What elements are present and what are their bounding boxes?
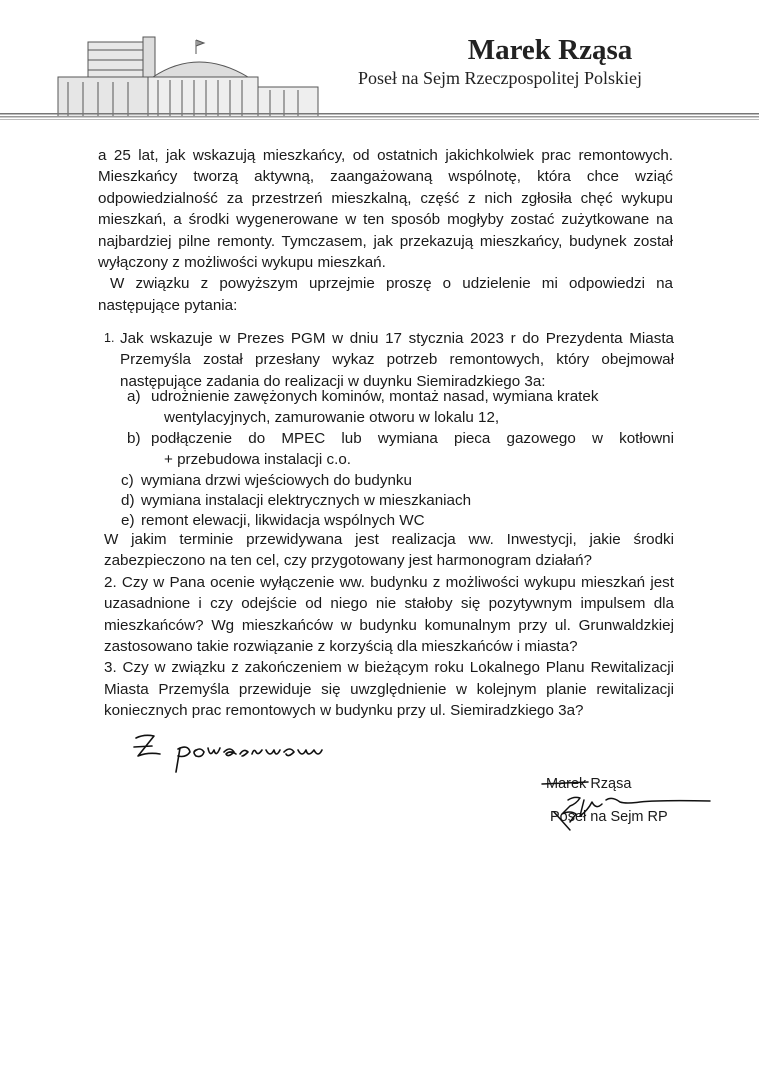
signature-block: [540, 770, 720, 840]
author-name: Marek Rząsa: [467, 34, 633, 66]
question-1-followup: W jakim terminie przewidywana jest realizacja ww. Inwestycji, jakie środki zabezpieczono na ten cel, czy przygotowany jest harmonogram działań?: [104, 531, 674, 570]
question-3: 3. Czy w związku z zakończeniem w bieżącym roku Lokalnego Planu Rewitalizacji Miasta Przemyśla przewiduje się uwzględnienie w kolejnym planie rewitalizacji koniecznych prac remontowych w budynku przy ul. Siemiradzkiego 3a?: [104, 659, 674, 720]
list-item-b-letter: b): [127, 430, 141, 447]
list-item-b-line2: + przebudowa instalacji c.o.: [164, 451, 351, 468]
author-title: Poseł na Sejm Rzeczpospolitej Polskiej: [358, 68, 642, 88]
list-item-d-letter: d): [121, 492, 135, 509]
letter-body: [98, 145, 673, 316]
handwritten-closing: [130, 728, 350, 783]
list-item-e-letter: e): [121, 512, 135, 529]
handwritten-closing-graphic: [130, 728, 350, 778]
question-1-number: 1.: [104, 331, 115, 345]
letterhead: [0, 0, 759, 140]
list-item-d-line1: wymiana instalacji elektrycznych w mieszkaniach: [141, 492, 472, 509]
list-item-a-line2: wentylacyjnych, zamurowanie otworu w lokalu 12,: [164, 409, 500, 426]
questions-continued: [104, 529, 674, 722]
question-1-text: Jak wskazuje w Prezes PGM w dniu 17 stycznia 2023 r do Prezydenta Miasta Przemyśla został przesłany wykaz potrzeb remontowych, który obejmował następujące zadania do realizacji w duynku Siemiradzkiego 3a:: [120, 330, 674, 390]
list-item-e-line1: remont elewacji, likwidacja wspólnych WC: [141, 512, 425, 529]
list-item-a-letter: a): [127, 388, 141, 405]
list-item-b-line1: podłączenie do MPEC lub wymiana pieca gazowego w kotłowni: [151, 430, 674, 447]
question-1: [104, 328, 674, 392]
signature-role: Poseł na Sejm RP: [550, 809, 668, 825]
signature-name: Marek Rząsa: [546, 776, 632, 792]
paragraph-request: W związku z powyższym uprzejmie proszę o udzielenie mi odpowiedzi na następujące pytania:: [98, 275, 673, 314]
list-item-a-line1: udrożnienie zawężonych kominów, montaż nasad, wymiana kratek: [151, 388, 599, 405]
list-item-c-line1: wymiana drzwi wjeściowych do budynku: [141, 472, 412, 489]
question-2: 2. Czy w Pana ocenie wyłączenie ww. budynku z możliwości wykupu mieszkań jest uzasadnione i czy odejście od niego nie stałoby się pozytywnym impulsem dla mieszkańców? Wg mieszkańców w budynku komunalnym przy ul. Grunwaldzkiej zastosowano takie rozwiązanie z korzyścią dla mieszkańców i miasta?: [104, 573, 674, 656]
handwritten-signature: [540, 770, 720, 840]
header-rule: [0, 112, 759, 121]
paragraph-context: a 25 lat, jak wskazują mieszkańcy, od ostatnich jakichkolwiek prac remontowych. Mieszkańcy tworzą aktywną, zaangażowaną wspólnotę, która chce wziąć odpowiedzialność za przestrzeń mieszkalną, część z nich zgłosiła chęć wykupu mieszkań, a środki wygenerowane w ten sposób mogłyby zostać zużytkowane na najbardziej pilne remonty. Tymczasem, jak przekazują mieszkańcy, budynek został wyłączony z możliwości wykupu mieszkań.: [98, 147, 673, 272]
list-item-c-letter: c): [121, 472, 134, 489]
